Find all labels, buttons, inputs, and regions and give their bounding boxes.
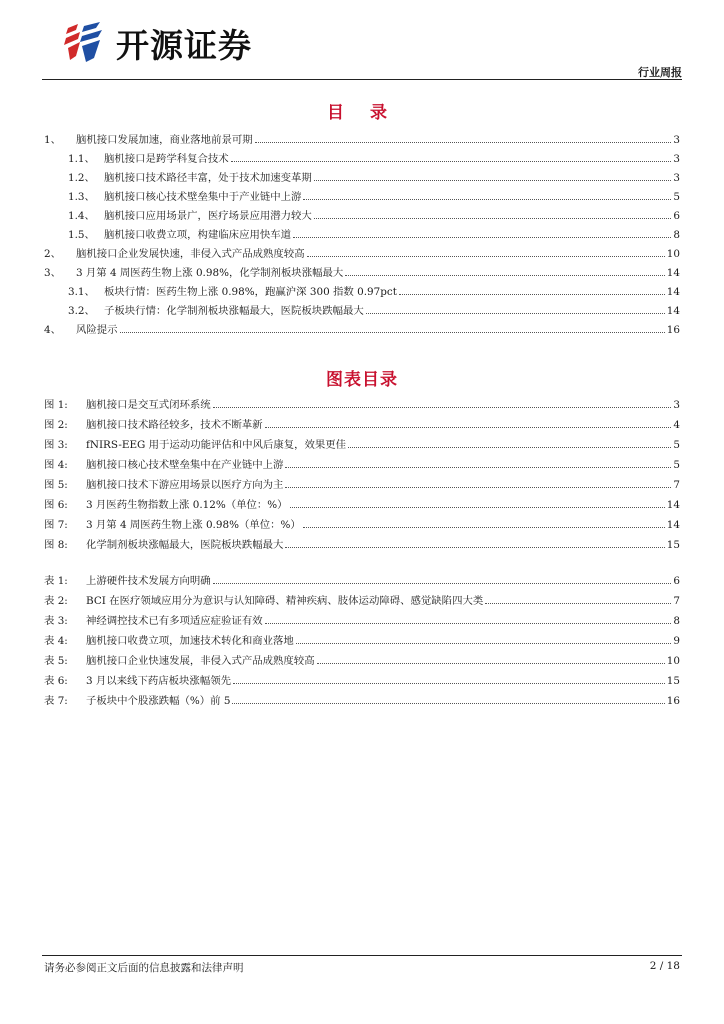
toc-leader: [314, 218, 672, 219]
toc-entry-number: 1.3、: [68, 191, 95, 203]
toc-leader: [265, 623, 672, 624]
toc-entry[interactable]: [44, 146, 680, 165]
toc-entry-page: 10: [666, 248, 680, 260]
toc-entry[interactable]: [44, 184, 680, 203]
figure-entry-number: 图 3:: [44, 439, 68, 451]
toc-leader: [285, 467, 671, 468]
toc-leader: [293, 237, 671, 238]
toc-entry-title: 3 月第 4 周医药生物上涨 0.98%，化学制剂板块涨幅最大: [76, 267, 344, 279]
toc-entry-page: 14: [666, 267, 680, 279]
toc-leader: [399, 294, 665, 295]
figure-entry-page: 3: [673, 399, 680, 411]
toc-entry-title: 板块行情：医药生物上涨 0.98%，跑赢沪深 300 指数 0.97pct: [104, 286, 397, 298]
toc-entry-title: 风险提示: [76, 324, 118, 336]
figure-entry-title: 脑机接口是交互式闭环系统: [86, 399, 211, 411]
figure-entry-title: 脑机接口技术路径较多，技术不断革新: [86, 419, 263, 431]
toc-entry-title: 脑机接口核心技术壁垒集中于产业链中上游: [104, 191, 302, 203]
toc-leader: [213, 583, 672, 584]
table-entry-page: 6: [673, 575, 680, 587]
toc-leader: [317, 663, 665, 664]
figure-entry-page: 14: [666, 499, 680, 511]
figure-entry[interactable]: [44, 512, 680, 531]
toc-leader: [232, 703, 664, 704]
header-divider: [42, 79, 682, 80]
toc-leader: [231, 161, 672, 162]
toc-entry[interactable]: [44, 165, 680, 184]
toc-entry-title: 脑机接口收费立项，构建临床应用快车道: [104, 229, 292, 241]
figure-entry-title: 脑机接口技术下游应用场景以医疗方向为主: [86, 479, 284, 491]
toc-entry-page: 6: [673, 210, 680, 222]
table-entry-number: 表 3:: [44, 615, 68, 627]
figure-entry-page: 5: [673, 439, 680, 451]
toc-entry[interactable]: [44, 222, 680, 241]
toc-entry[interactable]: [44, 241, 680, 260]
figure-entry-page: 14: [666, 519, 680, 531]
toc-entry[interactable]: [44, 127, 680, 146]
toc-entry-page: 3: [673, 134, 680, 146]
table-entry-page: 7: [673, 595, 680, 607]
figure-entry-page: 15: [666, 539, 680, 551]
figure-entry-title: 化学制剂板块涨幅最大，医院板块跌幅最大: [86, 539, 284, 551]
table-entry-number: 表 2:: [44, 595, 68, 607]
table-entry-number: 表 1:: [44, 575, 68, 587]
kaiyuan-logo-icon: [62, 20, 108, 66]
figure-entry[interactable]: [44, 392, 680, 411]
figure-entry-number: 图 1:: [44, 399, 68, 411]
figures-toc-title: 图表目录: [326, 370, 398, 390]
table-entry-page: 15: [666, 675, 680, 687]
toc-entry-page: 5: [673, 191, 680, 203]
toc-leader: [303, 527, 665, 528]
toc-entry-title: 脑机接口发展加速，商业落地前景可期: [76, 134, 253, 146]
table-entry-title: 神经调控技术已有多项适应症验证有效: [86, 615, 263, 627]
figure-entry-number: 图 7:: [44, 519, 68, 531]
figure-entry-title: 3 月第 4 周医药生物上涨 0.98%（单位：%）: [86, 519, 301, 531]
toc-title: 目 录: [327, 103, 397, 123]
toc-leader: [265, 427, 672, 428]
figure-entry[interactable]: [44, 492, 680, 511]
table-entry-title: 3 月以来线下药店板块涨幅领先: [86, 675, 231, 687]
figure-entry-title: fNIRS-EEG 用于运动功能评估和中风后康复，效果更佳: [86, 439, 347, 451]
toc-leader: [366, 313, 665, 314]
toc-entry-number: 1.5、: [68, 229, 95, 241]
table-entry-title: 子板块中个股涨跌幅（%）前 5: [86, 695, 231, 707]
table-entry[interactable]: [44, 568, 680, 587]
table-entry-title: 上游硬件技术发展方向明确: [86, 575, 211, 587]
toc-leader: [255, 142, 672, 143]
toc-leader: [120, 332, 665, 333]
footer-disclaimer: 请务必参阅正文后面的信息披露和法律声明: [44, 962, 244, 974]
toc-leader: [296, 643, 672, 644]
table-entry[interactable]: [44, 688, 680, 707]
toc-entry-page: 16: [666, 324, 680, 336]
page-header: [42, 14, 682, 80]
toc-leader: [290, 507, 665, 508]
table-entry-title: 脑机接口企业快速发展，非侵入式产品成熟度较高: [86, 655, 315, 667]
table-entry-title: BCI 在医疗领域应用分为意识与认知障碍、精神疾病、肢体运动障碍、感觉缺陷四大类: [86, 595, 484, 607]
toc-entry-title: 脑机接口应用场景广，医疗场景应用潜力较大: [104, 210, 312, 222]
table-entry-number: 表 5:: [44, 655, 68, 667]
toc-leader: [307, 256, 665, 257]
toc-leader: [285, 487, 671, 488]
table-entry-page: 16: [666, 695, 680, 707]
table-entry-title: 脑机接口收费立项，加速技术转化和商业落地: [86, 635, 294, 647]
toc-leader: [345, 275, 665, 276]
company-logo: [62, 20, 252, 66]
toc-entry[interactable]: [44, 260, 680, 279]
page-number: 2 / 18: [649, 960, 680, 972]
footer-divider: [42, 955, 682, 956]
toc-leader: [213, 407, 672, 408]
toc-leader: [285, 547, 664, 548]
toc-leader: [233, 683, 665, 684]
toc-entry[interactable]: [44, 298, 680, 317]
toc-entry-page: 8: [673, 229, 680, 241]
figure-entry-page: 5: [673, 459, 680, 471]
toc-entry-number: 1、: [44, 134, 62, 146]
toc-entry-number: 1.2、: [68, 172, 95, 184]
toc-leader: [314, 180, 672, 181]
figure-entry-page: 4: [673, 419, 680, 431]
figure-entry-title: 脑机接口核心技术壁垒集中在产业链中上游: [86, 459, 284, 471]
toc-entry-title: 脑机接口技术路径丰富，处于技术加速变革期: [104, 172, 312, 184]
table-entry-number: 表 6:: [44, 675, 68, 687]
table-entry-number: 表 7:: [44, 695, 68, 707]
toc-entry[interactable]: [44, 203, 680, 222]
toc-leader: [485, 603, 671, 604]
toc-entry-page: 14: [666, 286, 680, 298]
toc-entry-title: 子板块行情：化学制剂板块涨幅最大，医院板块跌幅最大: [104, 305, 364, 317]
table-entry[interactable]: [44, 608, 680, 627]
toc-entry-title: 脑机接口企业发展快速，非侵入式产品成熟度较高: [76, 248, 305, 260]
toc-entry-number: 1.4、: [68, 210, 95, 222]
toc-entry-title: 脑机接口是跨学科复合技术: [104, 153, 229, 165]
figure-entry-page: 7: [673, 479, 680, 491]
toc-entry-page: 14: [666, 305, 680, 317]
figure-entry-number: 图 5:: [44, 479, 68, 491]
figure-entry[interactable]: [44, 412, 680, 431]
toc-entry-number: 2、: [44, 248, 62, 260]
toc-entry[interactable]: [44, 317, 680, 336]
table-entry[interactable]: [44, 668, 680, 687]
figure-entry-number: 图 2:: [44, 419, 68, 431]
figure-entry-number: 图 4:: [44, 459, 68, 471]
report-type-label: 行业周报: [638, 66, 682, 79]
table-entry-page: 9: [673, 635, 680, 647]
table-entry-page: 10: [666, 655, 680, 667]
table-entry-number: 表 4:: [44, 635, 68, 647]
figure-entry-number: 图 6:: [44, 499, 68, 511]
toc-entry-number: 4、: [44, 324, 62, 336]
table-entry[interactable]: [44, 648, 680, 667]
toc-entry-page: 3: [673, 153, 680, 165]
figure-entry[interactable]: [44, 532, 680, 551]
table-entry[interactable]: [44, 628, 680, 647]
table-entry[interactable]: [44, 588, 680, 607]
figure-entry[interactable]: [44, 452, 680, 471]
figure-entry[interactable]: [44, 432, 680, 451]
toc-entry-number: 3.1、: [68, 286, 95, 298]
toc-entry-number: 3.2、: [68, 305, 95, 317]
figure-entry[interactable]: [44, 472, 680, 491]
toc-leader: [348, 447, 671, 448]
toc-entry-number: 1.1、: [68, 153, 95, 165]
toc-entry-number: 3、: [44, 267, 62, 279]
toc-leader: [303, 199, 671, 200]
logo-text: 开源证券: [116, 25, 252, 65]
toc-entry[interactable]: [44, 279, 680, 298]
figure-entry-number: 图 8:: [44, 539, 68, 551]
toc-entry-page: 3: [673, 172, 680, 184]
figure-entry-title: 3 月医药生物指数上涨 0.12%（单位：%）: [86, 499, 288, 511]
table-entry-page: 8: [673, 615, 680, 627]
